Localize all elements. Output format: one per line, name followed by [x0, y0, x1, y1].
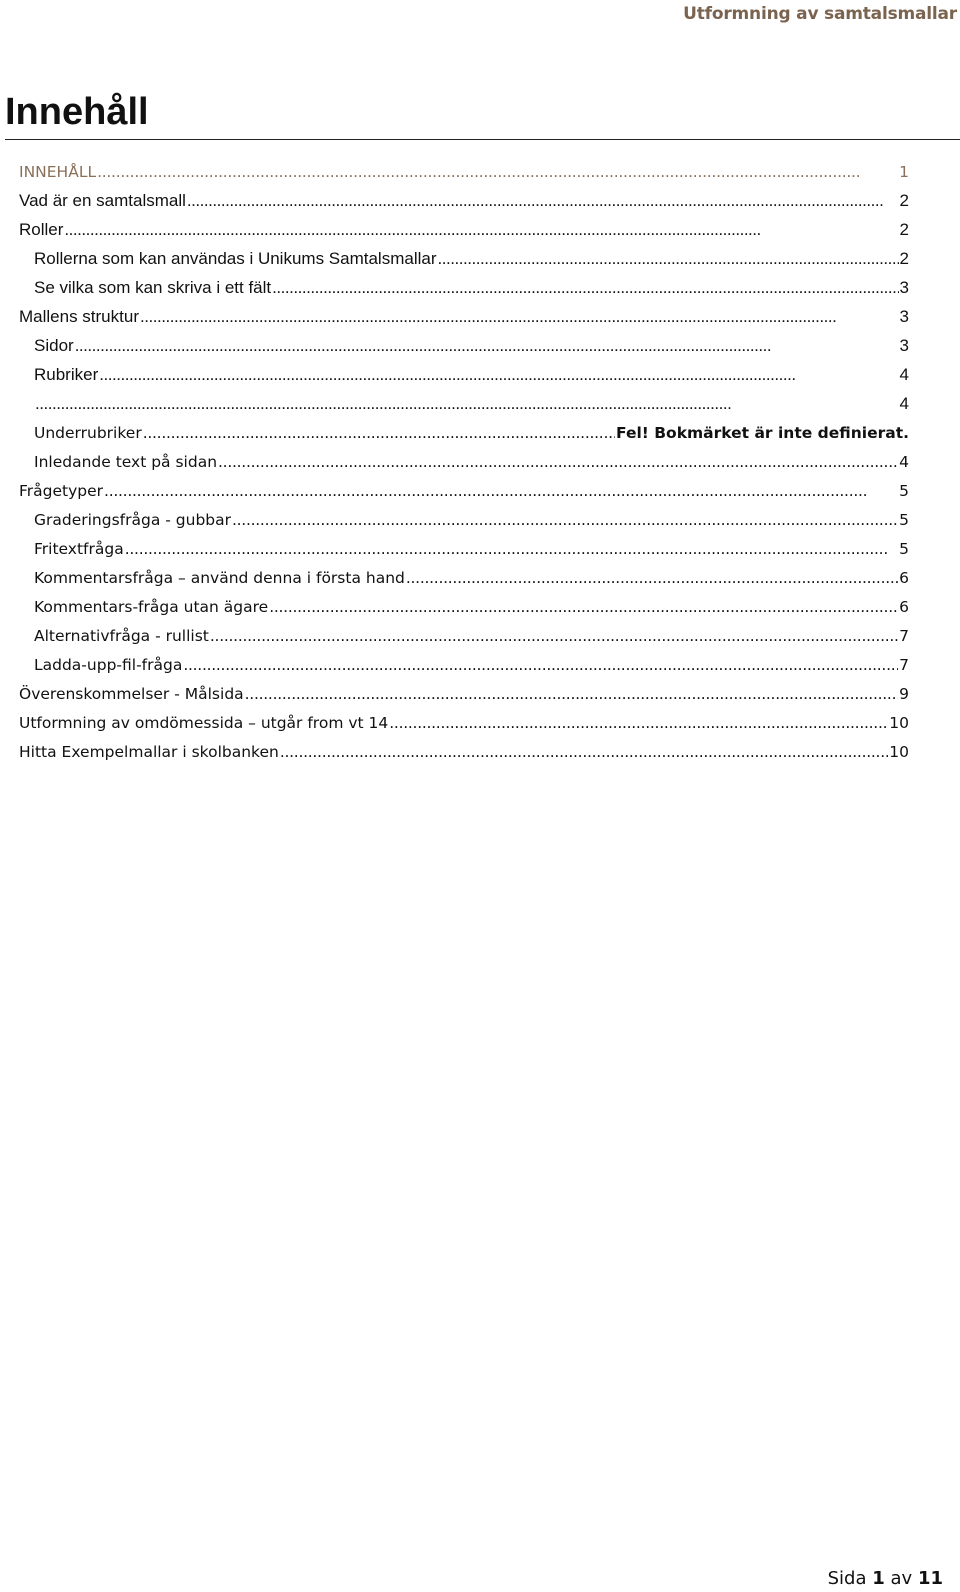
dot-leader: [64, 215, 898, 245]
toc-entry-label: Alternativfråga - rullist: [34, 627, 209, 645]
toc-entry-label: Rubriker: [34, 365, 99, 384]
toc-entry-label: Kommentarsfråga – använd denna i första hand: [34, 569, 405, 587]
dot-leader: [210, 621, 898, 651]
dot-leader: [187, 186, 899, 216]
toc-entry-page: 6: [899, 598, 909, 616]
toc-entry-label: Sidor: [34, 336, 74, 355]
toc-entry-label: Inledande text på sidan: [34, 453, 218, 471]
toc-entry-alternativfraga[interactable]: [34, 621, 909, 651]
toc-entry-page: 10: [889, 714, 909, 732]
toc-entry-page: 2: [899, 191, 909, 210]
toc-entry-page: 3: [899, 336, 909, 355]
toc-entry-kommentarsfraga[interactable]: [34, 563, 909, 593]
toc-entry-page: 9: [899, 685, 909, 703]
toc-entry-rollerna[interactable]: [34, 244, 909, 274]
toc-entry-underrubriker[interactable]: [34, 418, 909, 448]
toc-entry-page: 5: [899, 540, 909, 558]
toc-entry-label: Hitta Exempelmallar i skolbanken: [19, 743, 279, 761]
toc-entry-page: 5: [899, 482, 909, 500]
toc-entry-page: 2: [899, 220, 909, 239]
footer-separator: av: [890, 1568, 913, 1589]
toc-entry-inledande-text[interactable]: [34, 447, 909, 477]
toc-entry-label: Kommentars-fråga utan ägare: [34, 598, 269, 616]
toc-entry-page: 10: [889, 743, 909, 761]
toc-entry-page: 3: [899, 307, 909, 326]
toc-entry-label: Vad är en samtalsmall: [19, 191, 186, 210]
toc-entry-page-error: Fel! Bokmärket är inte definierat.: [615, 424, 909, 442]
toc-entry-page: 7: [899, 627, 909, 645]
page-footer: [828, 1568, 943, 1589]
toc-entry-page: 3: [899, 278, 909, 297]
toc-entry-fragetyper[interactable]: [19, 476, 909, 506]
dot-leader: [245, 679, 898, 709]
toc-entry-roller[interactable]: [19, 215, 909, 245]
dot-leader: [104, 476, 898, 506]
toc-entry-sidor[interactable]: [34, 331, 909, 361]
toc-entry-mallens-struktur[interactable]: [19, 302, 909, 332]
dot-leader: [218, 447, 898, 477]
toc-entry-label: Utformning av omdömessida – utgår from vt 14: [19, 714, 389, 732]
toc-entry-rubriker[interactable]: [34, 360, 909, 390]
dot-leader: [35, 389, 899, 419]
toc-entry-label: Överenskommelser - Målsida: [19, 685, 244, 703]
toc-entry-innehall[interactable]: [19, 157, 909, 187]
toc-entry-label: Graderingsfråga - gubbar: [34, 511, 231, 529]
toc-entry-page: 4: [899, 365, 909, 384]
page-title: Innehåll: [5, 91, 149, 133]
toc-entry-empty[interactable]: [34, 389, 909, 419]
dot-leader: [232, 505, 898, 535]
toc-entry-label: Se vilka som kan skriva i ett fält: [34, 278, 272, 297]
dot-leader: [406, 563, 898, 593]
toc-entry-label: Roller: [19, 220, 64, 239]
dot-leader: [75, 331, 899, 361]
toc-entry-page: 4: [899, 453, 909, 471]
toc-entry-page: 7: [899, 656, 909, 674]
toc-entry-page: 5: [899, 511, 909, 529]
toc-entry-overenskommelser[interactable]: [19, 679, 909, 709]
toc-entry-utformning-av-omdomessida[interactable]: [19, 708, 909, 738]
dot-leader: [143, 418, 615, 448]
title-underline: [5, 139, 960, 140]
running-header: Utformning av samtalsmallar: [683, 4, 957, 24]
toc-entry-se-vilka[interactable]: [34, 273, 909, 303]
toc-entry-fritextfraga[interactable]: [34, 534, 909, 564]
toc-entry-page: 4: [899, 394, 909, 413]
toc-entry-graderingsfraga[interactable]: [34, 505, 909, 535]
toc-entry-label: Frågetyper: [19, 482, 104, 500]
toc-entry-kommentars-fraga-utan-agare[interactable]: [34, 592, 909, 622]
dot-leader: [280, 737, 888, 767]
dot-leader: [183, 650, 898, 680]
dot-leader: [389, 708, 888, 738]
toc-entry-label: INNEHÅLL: [19, 163, 97, 181]
toc-entry-label: Fritextfråga: [34, 540, 124, 558]
dot-leader: [125, 534, 898, 564]
dot-leader: [269, 592, 898, 622]
toc-entry-page: 1: [899, 163, 909, 181]
dot-leader: [99, 360, 898, 390]
toc-entry-label: Mallens struktur: [19, 307, 139, 326]
dot-leader: [438, 244, 899, 274]
toc-entry-label: Ladda-upp-fil-fråga: [34, 656, 183, 674]
toc-entry-hitta-exempelmallar[interactable]: [19, 737, 909, 767]
toc-entry-page: 2: [899, 249, 909, 268]
dot-leader: [272, 273, 898, 303]
toc-entry-vad-ar-en-samtalsmall[interactable]: [19, 186, 909, 216]
footer-current-page: 1: [872, 1568, 885, 1589]
toc-entry-page: 6: [899, 569, 909, 587]
dot-leader: [97, 157, 898, 187]
footer-prefix: Sida: [827, 1568, 867, 1589]
toc-entry-label: Rollerna som kan användas i Unikums Samtalsmallar: [34, 249, 437, 268]
footer-total-pages: 11: [917, 1568, 943, 1589]
toc-entry-label: Underrubriker: [34, 424, 142, 442]
toc-entry-ladda-upp-fil-fraga[interactable]: [34, 650, 909, 680]
dot-leader: [140, 302, 899, 332]
